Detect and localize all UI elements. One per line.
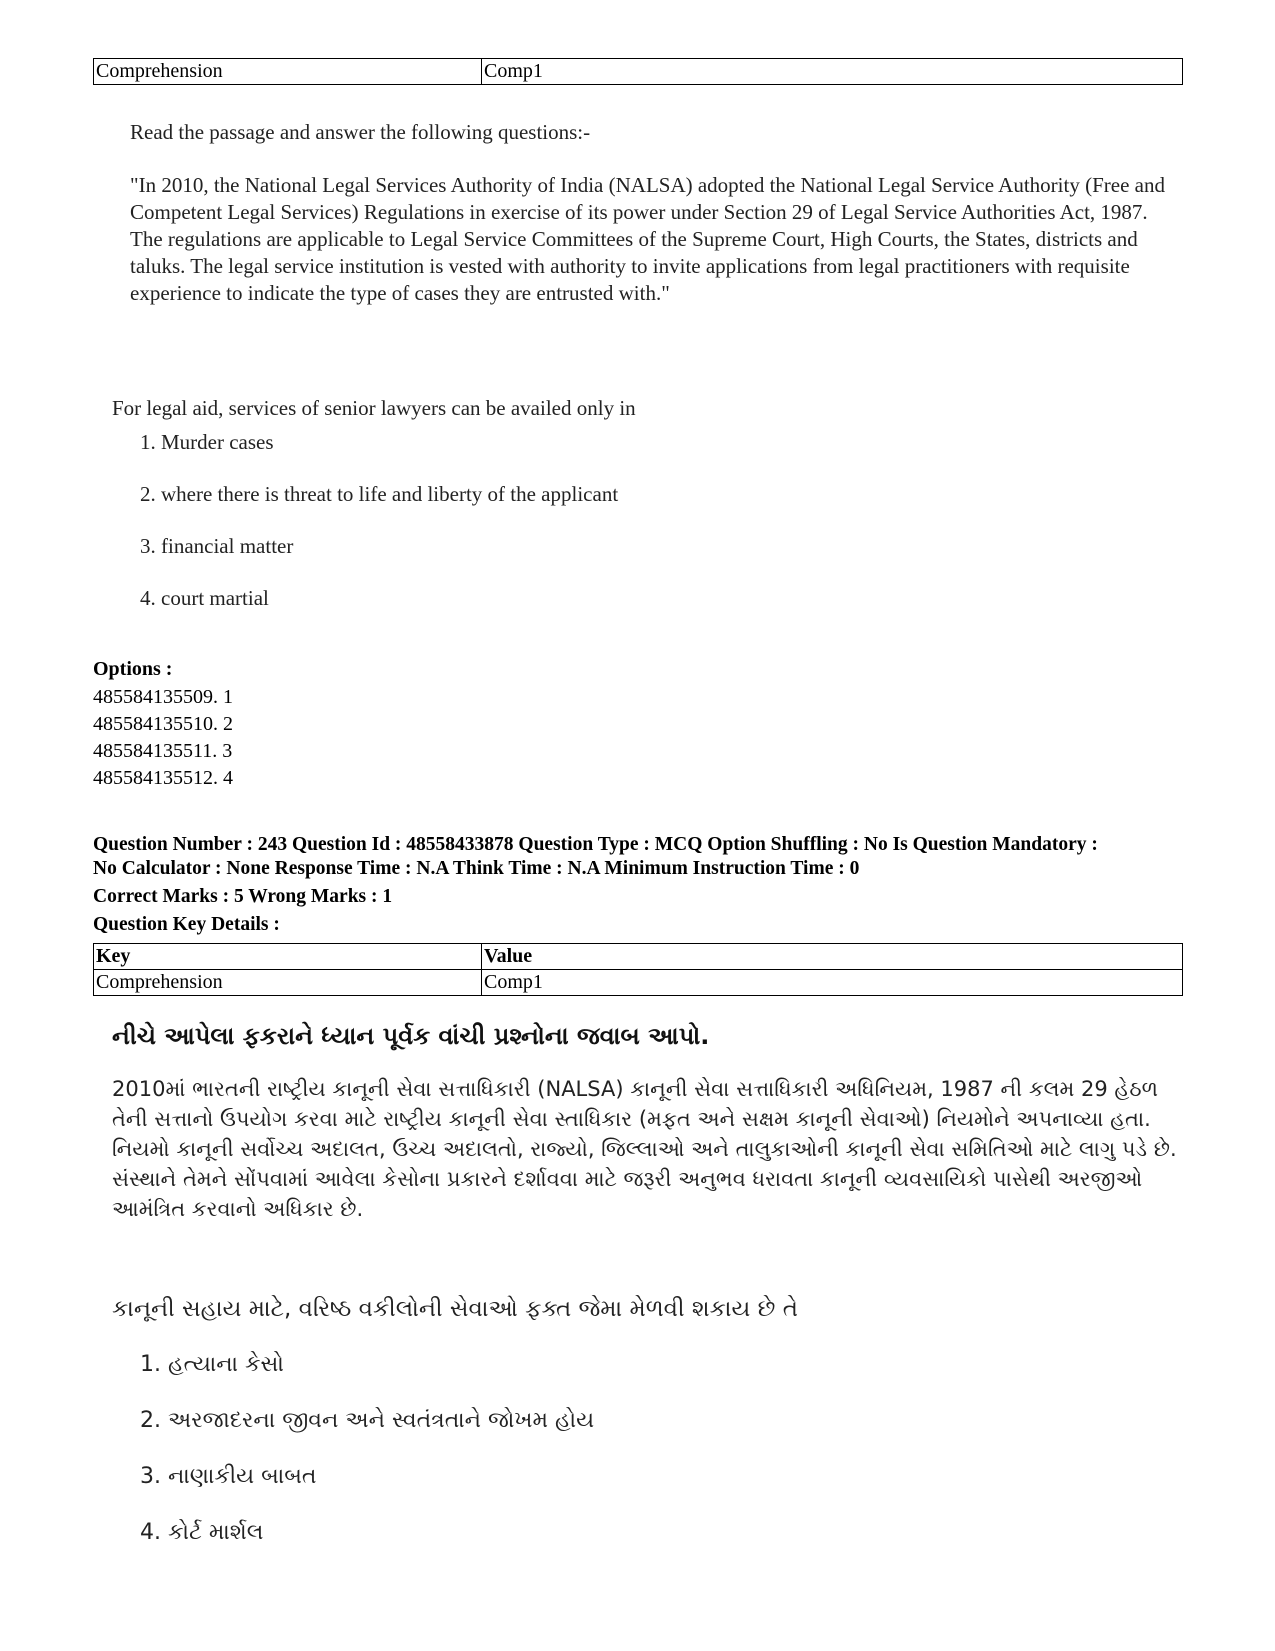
english-choice-3: 3. financial matter — [140, 534, 294, 558]
table-cell-value: Comp1 — [482, 59, 1183, 85]
gujarati-choice-1: 1. હત્યાના કેસો — [140, 1352, 284, 1377]
gujarati-choice-3: 3. નાણાકીય બાબત — [140, 1464, 317, 1489]
english-instruction: Read the passage and answer the following questions:- — [130, 120, 591, 144]
key-details-heading: Question Key Details : — [93, 914, 280, 935]
gujarati-question: કાનૂની સહાય માટે, વરિષ્ઠ વકીલોની સેવાઓ ફક્ત જેમા મેળવી શકાય છે તે — [112, 1296, 798, 1322]
top-comprehension-table — [93, 58, 1183, 85]
english-passage: "In 2010, the National Legal Services Authority of India (NALSA) adopted the National Legal Service Authority (Free and Competent Legal Services) Regulations in exercise of its power under Section 29 of Legal Service Authorities Act, 1987. The regulations are applicable to Legal Service Committees of the Supreme Court, High Courts, the States, districts and taluks. The legal service institution is vested with authority to invite applications from legal practitioners with requisite experience to indicate the type of cases they are entrusted with." — [130, 173, 1165, 305]
header-key: Key — [94, 944, 482, 970]
table-row — [94, 59, 1183, 85]
english-choice-2: 2. where there is threat to life and liberty of the applicant — [140, 482, 619, 506]
table-cell-key: Comprehension — [94, 59, 482, 85]
question-meta-line-2: No Calculator : None Response Time : N.A Think Time : N.A Minimum Instruction Time : 0 — [93, 858, 860, 879]
gujarati-choice-4: 4. કોર્ટ માર્શલ — [140, 1520, 264, 1545]
option-item-4: 485584135512. 4 — [93, 767, 233, 789]
gujarati-passage: 2010માં ભારતની રાષ્ટ્રીય કાનૂની સેવા સત્તાધિકારી (NALSA) કાનૂની સેવા સત્તાધિકારી અધિનિયમ, 1987 ની કલમ 29 હેઠળ તેની સત્તાનો ઉપયોગ કરવા માટે રાષ્ટ્રીય કાનૂની સેવા સ્તાધિકાર (મફત અને સક્ષમ કાનૂની સેવાઓ) નિયમોને અપનાવ્યા હતા. નિયમો કાનૂની સર્વોચ્ચ અદાલત, ઉચ્ચ અદાલતો, રાજ્યો, જિલ્લાઓ અને તાલુકાઓની કાનૂની સેવા સમિતિઓ માટે લાગુ પડે છે. સંસ્થાને તેમને સોંપવામાં આવેલા કેસોના પ્રકારને દર્શાવવા માટે જરૂરી અનુભવ ધરાવતા કાનૂની વ્યવસાયિકો પાસેથી અરજીઓ આમંત્રિત કરવાનો અધિકાર છે. — [112, 1077, 1177, 1221]
table-cell-key: Comprehension — [94, 970, 482, 996]
option-item-2: 485584135510. 2 — [93, 713, 233, 735]
gujarati-choice-2: 2. અરજાદરના જીવન અને સ્વતંત્રતાને જોખમ હોય — [140, 1408, 595, 1433]
table-cell-value: Comp1 — [482, 970, 1183, 996]
option-item-1: 485584135509. 1 — [93, 686, 233, 708]
options-heading: Options : — [93, 658, 173, 680]
question-meta-line-1: Question Number : 243 Question Id : 48558433878 Question Type : MCQ Option Shuffling : No Is Question Mandatory : — [93, 834, 1098, 855]
english-question: For legal aid, services of senior lawyers can be availed only in — [112, 396, 636, 420]
table-row — [94, 970, 1183, 996]
header-value: Value — [482, 944, 1183, 970]
marks-line: Correct Marks : 5 Wrong Marks : 1 — [93, 886, 393, 907]
gujarati-instruction: નીચે આપેલા ફકરાને ધ્યાન પૂર્વક વાંચી પ્રશ્નોના જવાબ આપો. — [112, 1022, 710, 1050]
option-item-3: 485584135511. 3 — [93, 740, 233, 762]
english-choice-4: 4. court martial — [140, 586, 269, 610]
question-key-table — [93, 943, 1183, 996]
table-header-row — [94, 944, 1183, 970]
english-choice-1: 1. Murder cases — [140, 430, 274, 454]
